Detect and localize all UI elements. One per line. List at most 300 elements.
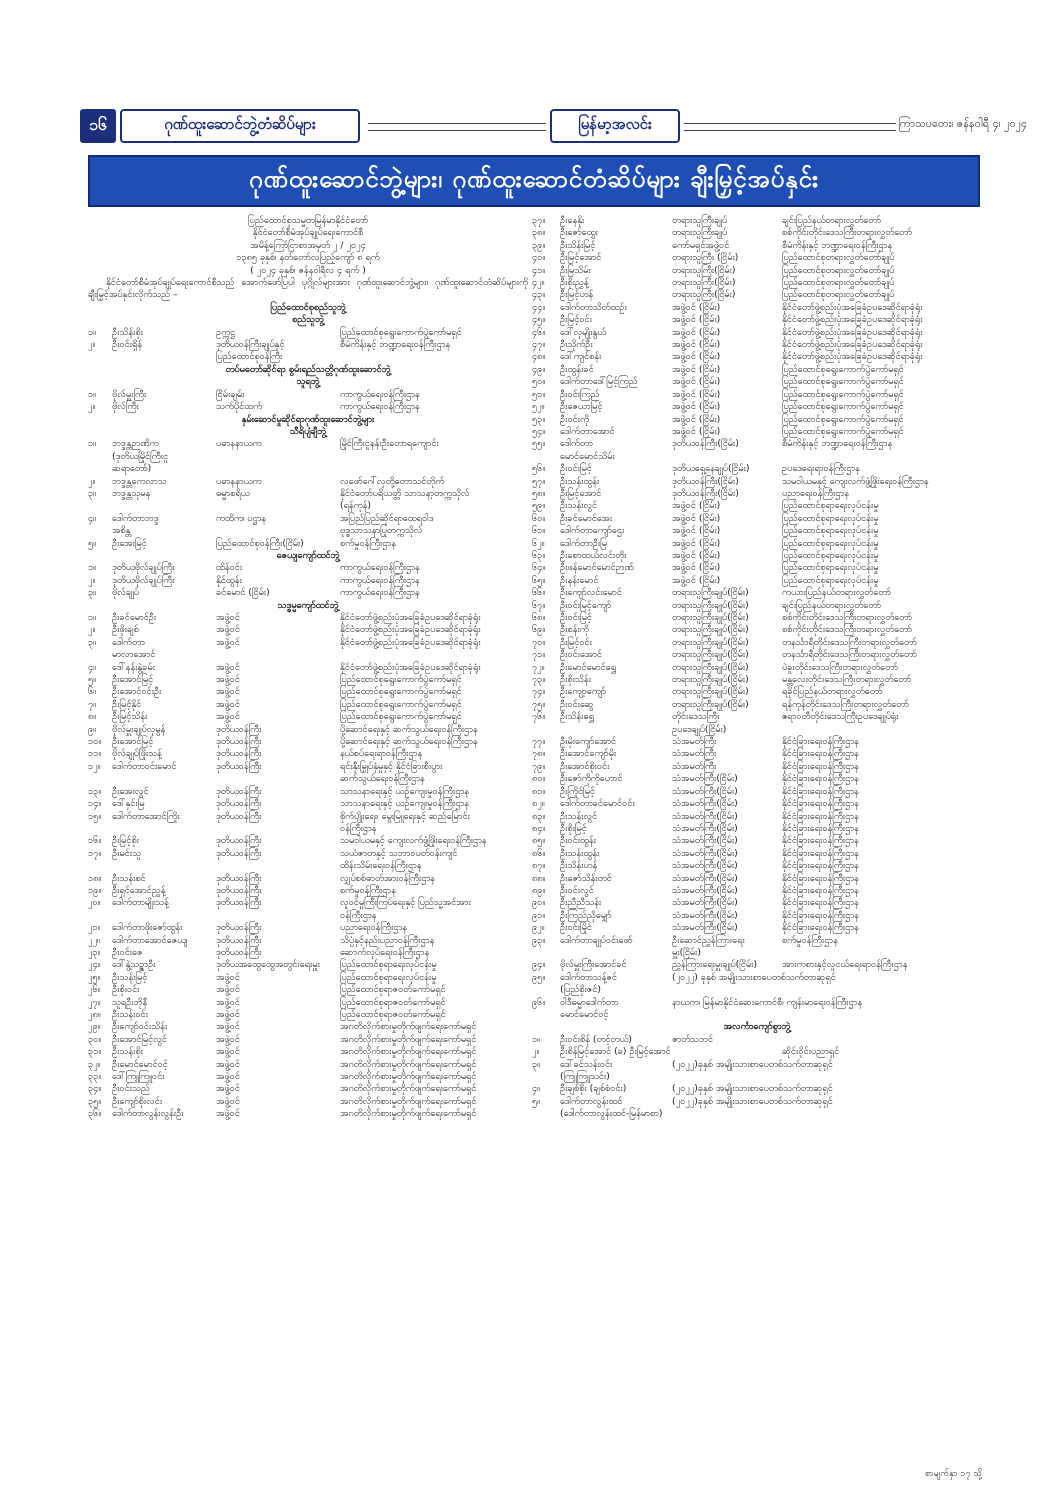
- list-item: [88, 500, 528, 512]
- recipient-name: ဦးဝင်းကြည်: [560, 388, 600, 400]
- recipient-name: ဒေါ်နန်းနွဲ့ခမ်း: [112, 661, 155, 673]
- recipient-unit: စက်မှုဝန်ကြီးဌာန: [340, 884, 396, 896]
- entry-number: ၉၁။: [532, 909, 546, 921]
- recipient-unit: နိုင်ငံခြားရေးဝန်ကြီးဌာန: [782, 835, 859, 847]
- recipient-unit: ဆက်သွယ်ရေးဝန်ကြီးဌာန: [340, 773, 425, 785]
- recipient-rank: ဒုတိယဝန်ကြီး: [216, 810, 262, 822]
- recipient-rank: အဖွဲ့ဝင် (ငြိမ်း): [672, 363, 721, 375]
- entry-number: ၁၇။: [88, 847, 102, 859]
- list-item: [88, 488, 528, 500]
- list-item: [532, 451, 982, 463]
- recipient-name: ဒေါက်တာမျိုးသန့်: [112, 897, 169, 909]
- recipient-rank: ကထိက၊ ပဋ္ဌာန: [216, 512, 266, 524]
- entry-number: ၁။: [88, 562, 96, 574]
- recipient-unit: ဆိုင်းဝိုင်းပညာရှင်: [782, 1046, 840, 1058]
- entry-number: ၈၂။: [532, 798, 545, 810]
- recipient-rank: အဖွဲ့ဝင် (ငြိမ်း): [672, 326, 721, 338]
- recipient-rank: အဖွဲ့ဝင် (ငြိမ်း): [672, 413, 721, 425]
- recipient-name: ဦးခင်မောင်အေး: [560, 512, 613, 524]
- recipient-unit: နယ်စပ်ရေးရာဝန်ကြီးဌာန: [340, 748, 423, 760]
- recipient-name: ဦးဝင်းမြိုင်: [560, 922, 592, 934]
- recipient-rank: အဖွဲ့ဝင် (ငြိမ်း): [672, 512, 721, 524]
- recipient-name: ဦးသိန်းဟန်: [560, 860, 598, 872]
- entry-number: ၇၃။: [532, 674, 546, 686]
- recipient-unit: နိုင်ငံတော်ဖွဲ့စည်းပုံအခြေခံဥပဒေဆိုင်ရာခုံရုံး: [782, 351, 923, 363]
- recipient-unit: ပညာရေးဝန်ကြီးဌာန: [340, 922, 407, 934]
- list-item: [532, 550, 982, 562]
- entry-number: ၃၈။: [532, 227, 546, 239]
- recipient-rank: တရားသူကြီးချုပ်(ငြိမ်း): [672, 686, 749, 698]
- entry-number: ၂။: [88, 339, 96, 351]
- recipient-rank: အဖွဲ့ဝင်: [216, 971, 240, 983]
- recipient-unit: ပြည်ထောင်စုရာရေးလုပ်ငန်းမှု: [340, 959, 437, 971]
- recipient-name: ဒေါက်တာ: [560, 438, 593, 450]
- list-item: [532, 252, 982, 264]
- entry-number: ၆၈။: [532, 612, 546, 623]
- recipient-rank: သံအမတ်ကြီး(ငြိမ်း): [672, 785, 738, 797]
- recipient-name: ဦးစိုးညွှန့်: [560, 277, 589, 289]
- recipient-rank: သံအမတ်ကြီး(ငြိမ်း): [672, 847, 738, 859]
- recipient-unit: သာသနာရေးနှင့် ယဉ်ကျေးမှုဝန်ကြီးဌာန: [340, 785, 469, 797]
- decree-line: နိုင်ငံတော်စီမံအုပ်ချုပ်ရေးကောင်စီ: [252, 227, 364, 239]
- recipient-unit: ပညာရေးဝန်ကြီးဌာန: [782, 487, 849, 499]
- recipient-rank: တရားသူကြီးချုပ်(ငြိမ်း): [672, 587, 749, 599]
- recipient-unit: နိုင်ငံခြားရေးဝန်ကြီးဌာန: [782, 847, 859, 859]
- entry-number: ၇၇။: [532, 736, 546, 748]
- entry-number: ၄၆။: [532, 326, 546, 338]
- recipient-rank: အဖွဲ့ဝင်: [216, 612, 240, 623]
- recipient-unit: ပြည်ထောင်စုတရားလွှတ်တော်ချုပ်: [782, 277, 895, 289]
- list-item: [532, 240, 982, 252]
- entry-number: ၇၄။: [532, 686, 546, 698]
- recipient-rank: သံအမတ်ကြီး(ငြိမ်း): [672, 798, 738, 810]
- recipient-rank: (၂၀၂၂)ခုနှစ် အမျိုးသားစာပေတစ်သက်တာဆုရှင်: [672, 1095, 833, 1107]
- recipient-name: ဦးမြင့်အောင်: [560, 252, 602, 264]
- recipient-name: ဒေါက်တာချုပ်ဝင်းဖော်: [560, 934, 633, 946]
- recipient-name: ဦးမိုးကျော်အောင်: [560, 736, 617, 748]
- entry-number: ၅၆။: [532, 463, 546, 475]
- list-item: [88, 587, 528, 599]
- entry-number: ၃၄။: [88, 1083, 102, 1095]
- entry-number: ၁။: [88, 388, 96, 400]
- entry-number: ၉၃။: [532, 934, 546, 946]
- award-list-right: [532, 215, 982, 1121]
- list-item: [532, 637, 982, 649]
- list-item: [532, 289, 982, 301]
- list-item: [532, 277, 982, 289]
- list-item: [532, 686, 982, 698]
- list-item: [532, 227, 982, 239]
- entry-number: ၂။: [88, 401, 96, 413]
- entry-number: ၂။: [88, 624, 96, 636]
- list-item: [88, 748, 528, 760]
- list-item: [532, 538, 982, 550]
- list-item: [532, 339, 982, 351]
- list-item: [88, 662, 528, 674]
- list-item: [532, 376, 982, 388]
- recipient-rank: တရားသူကြီးချုပ်(ငြိမ်း): [672, 649, 749, 661]
- entry-number: ၄၇။: [532, 339, 546, 351]
- entry-number: ၃။: [88, 587, 96, 599]
- entry-number: [88, 525, 112, 537]
- entry-number: ၄၅။: [532, 314, 546, 326]
- recipient-name: (ကြူကြူသင်း): [560, 1071, 610, 1083]
- recipient-rank: သံအမတ်ကြီး(ငြိမ်း): [672, 773, 738, 785]
- list-item: [532, 1034, 982, 1046]
- recipient-unit: [782, 984, 982, 996]
- recipient-name: ဦးမြင့်အောင်: [560, 487, 602, 499]
- recipient-rank: ဒုတိယဝန်ကြီး: [216, 748, 262, 760]
- recipient-unit: စစ်ကိုင်းတိုင်းဒေသကြီးတရားလွှတ်တော်: [782, 227, 912, 239]
- recipient-rank: တရားသူကြီးချုပ်(ငြိမ်း): [672, 661, 749, 673]
- list-item: [88, 897, 528, 909]
- page-header: [80, 103, 1028, 147]
- entry-number: [88, 463, 112, 475]
- recipient-name: ဗိုလ်ချုပ်ဖြိုးသန့်: [112, 748, 162, 760]
- recipient-unit: [782, 1059, 982, 1071]
- recipient-rank: တရားသူကြီး (ငြိမ်း): [672, 252, 739, 264]
- entry-number: ၈၅။: [532, 835, 546, 847]
- entry-number: ၂၈။: [88, 1009, 101, 1020]
- entry-number: ၄၀။: [532, 252, 546, 264]
- recipient-unit: မြိုင်ကြီးငူနန်းဦးတောရကျောင်း: [340, 438, 439, 450]
- recipient-name: ဗိုလ်မှူးကြီးအောင်ခင်: [560, 959, 627, 971]
- entry-number: ၅။: [88, 537, 96, 549]
- entry-number: ၉။: [88, 723, 96, 735]
- recipient-unit: [782, 1083, 982, 1095]
- recipient-unit: သယံဇာတနှင့် သဘာဝပတ်ဝန်းကျင်: [340, 847, 458, 859]
- recipient-name: ဦးသန်းစိုး: [112, 1046, 143, 1058]
- recipient-rank: အဖွဲ့ဝင်: [216, 674, 240, 686]
- decree-line: ( ၂၀၂၄ ခုနှစ်၊ ဇန်နဝါရီလ ၄ ရက် ): [250, 264, 366, 276]
- list-item: [532, 997, 982, 1009]
- recipient-rank: သံအမတ်ကြီး(ငြိမ်း): [672, 822, 738, 834]
- recipient-unit: ပြည်ထောင်စုရွေးကောက်ပွဲကော်မရှင်: [340, 674, 462, 686]
- recipient-unit: စစ်ကိုင်းတိုင်းဒေသကြီးတရားလွှတ်တော်: [782, 612, 912, 623]
- recipient-name: ဦးဝင်းမြင့်: [560, 463, 592, 475]
- entry-number: ၃။: [88, 487, 96, 499]
- list-item: [88, 674, 528, 686]
- article-banner: ဂုဏ်ထူးဆောင်ဘွဲ့များ၊ ဂုဏ်ထူးဆောင်တံဆိပ်များ ချီးမြှင့်အပ်နှင်း: [88, 155, 980, 207]
- list-item: [88, 351, 528, 363]
- entry-number: ၈၄။: [532, 822, 546, 834]
- list-item: [532, 773, 982, 785]
- recipient-unit: [782, 1108, 982, 1120]
- recipient-rank: အဖွဲ့ဝင် (ငြိမ်း): [672, 388, 721, 400]
- list-item: [532, 885, 982, 897]
- recipient-rank: သံအမတ်ကြီး(ငြိမ်း): [672, 835, 738, 847]
- recipient-name: ဦးစိုးသိန်း: [560, 674, 591, 686]
- list-item: [532, 1059, 982, 1071]
- entry-number: ၅၅။: [532, 438, 546, 450]
- recipient-name: ဝါဒီဓမ္မာဒေါက်တာ: [560, 996, 619, 1008]
- recipient-unit: သမဝါယမနှင့် ကျေးလက်ဖွံ့ဖြိုးရေးဝန်ကြီးဌာန: [782, 475, 929, 487]
- recipient-unit: နိုင်ငံခြားရေးဝန်ကြီးဌာန: [782, 798, 859, 810]
- recipient-rank: ဒုတိယဝန်ကြီး: [216, 872, 262, 884]
- list-item: [532, 438, 982, 450]
- recipient-rank: ဒုတိယဝန်ကြီး: [216, 922, 262, 934]
- entry-number: [88, 773, 112, 785]
- recipient-name: ဦးစိန်မြင့်အောင် (ခ) ဦးမြင့်အောင်: [560, 1046, 671, 1058]
- recipient-rank: အဖွဲ့ဝင်: [216, 686, 240, 698]
- recipient-rank: [216, 463, 340, 475]
- recipient-unit: ရခိုင်ပြည်နယ်တရားလွှတ်တော်: [782, 686, 883, 698]
- header-divider-right: [684, 123, 896, 131]
- recipient-name: ဒေါက်တာဦးမြ: [560, 537, 607, 549]
- recipient-unit: နိုင်ငံတော်ပရိယတ္တိ သာသနာ့တက္ကသိုလ်: [340, 487, 470, 499]
- list-item: [88, 451, 528, 463]
- recipient-name: သူရဦးဘိုနီ: [112, 996, 148, 1008]
- list-item: [88, 538, 528, 550]
- list-item: [532, 612, 982, 624]
- recipient-name: ဗိုလ်မှူးကြီး: [112, 388, 147, 400]
- list-item: [88, 711, 528, 723]
- list-item: [532, 823, 982, 835]
- entry-number: [88, 500, 112, 512]
- recipient-rank: အဖွဲ့ဝင်: [216, 1095, 240, 1107]
- recipient-name: ဦးကျော်စိုးလင်း: [112, 1095, 163, 1107]
- recipient-rank: အဖွဲ့ဝင်: [216, 1021, 240, 1033]
- entry-number: ၃၉။: [532, 239, 546, 251]
- recipient-name: ဒေါက်တာလွန်းထင်: [560, 1095, 623, 1107]
- recipient-unit: ပြည်ထောင်စုရာဇဝတ်ကော်မရှင်: [340, 984, 446, 996]
- recipient-name: (ဒုတိယမြိုင်ကြီးငူ: [112, 450, 169, 462]
- list-item: [532, 562, 982, 574]
- right-column: [532, 215, 982, 1121]
- entry-number: ၇။: [88, 698, 96, 710]
- recipient-rank: ငြိမ်းချမ်း: [216, 388, 245, 400]
- list-item: [532, 389, 982, 401]
- list-item: [532, 724, 982, 736]
- recipient-unit: နိုင်ငံခြားရေးဝန်ကြီးဌာန: [782, 922, 859, 934]
- recipient-unit: လူဝင်မှုကြီးကြပ်ရေးနှင့် ပြည်သူ့အင်အား: [340, 897, 471, 909]
- recipient-rank: [216, 910, 340, 922]
- entry-number: ၆၅။: [532, 574, 546, 586]
- recipient-rank: နိုင်ထွန်း: [216, 574, 242, 586]
- recipient-unit: ပြည်ထောင်စုရွေးကောက်ပွဲကော်မရှင်: [782, 425, 904, 437]
- recipient-unit: ပြည်ထောင်စုရွေးကောက်ပွဲကော်မရှင်: [782, 401, 904, 413]
- recipient-name: ဦးအောင်မြင့်: [112, 674, 154, 686]
- entry-number: ၁။: [532, 1033, 540, 1045]
- recipient-name: ဦးမြင့်ဝင်း: [560, 636, 592, 648]
- recipient-rank: အဖွဲ့ဝင်: [216, 661, 240, 673]
- recipient-rank: တရားသူကြီးချုပ်(ငြိမ်း): [672, 636, 749, 648]
- list-item: [88, 835, 528, 847]
- list-item: [88, 562, 528, 574]
- entry-number: [532, 1108, 560, 1120]
- entry-number: ၅၂။: [532, 401, 545, 413]
- recipient-name: ဘဒ္ဒန္တဉာဏိက: [112, 438, 159, 450]
- entry-number: ၇၆။: [532, 711, 546, 723]
- recipient-name: ဦးဝင်းကို: [560, 413, 590, 425]
- recipient-rank: အဖွဲ့ဝင် (ငြိမ်း): [672, 401, 721, 413]
- recipient-name: ဒေါက်တာလွန်းလွန်းဦး: [112, 1108, 184, 1120]
- list-item: [88, 736, 528, 748]
- recipient-unit: ဥပဒေရေးရာဝန်ကြီးဌာန: [782, 463, 860, 475]
- recipient-unit: [782, 972, 982, 984]
- entry-number: [532, 1071, 560, 1083]
- recipient-unit: ကာကွယ်ရေးဝန်ကြီးဌာန: [340, 388, 420, 400]
- recipient-unit: ကယားပြည်နယ်တရားလွှတ်တော်: [782, 587, 891, 599]
- list-item: [88, 1034, 528, 1046]
- recipient-rank: တရားသူကြီးချုပ်(ငြိမ်း): [672, 599, 749, 611]
- recipient-rank: ဒုတိယအထွေထွေအတွင်းရေးမှူး: [216, 959, 320, 971]
- list-item: [88, 1059, 528, 1071]
- recipient-rank: အဖွဲ့ဝင် (ငြိမ်း): [672, 500, 721, 512]
- entry-number: ၃၁။: [88, 1046, 102, 1058]
- list-item: [88, 339, 528, 351]
- recipient-unit: ပြည်ထောင်စုရာရေးလုပ်ငန်းမှု: [340, 971, 437, 983]
- recipient-rank: ဒုတိယဝန်ကြီး: [216, 946, 262, 958]
- recipient-unit: အားကစားနှင့်လူငယ်ရေးရာဝန်ကြီးဌာန: [782, 959, 908, 971]
- recipient-name: ဦးထွန်းခင်: [560, 363, 594, 375]
- entry-number: ၉၂။: [532, 922, 545, 934]
- entry-number: ၅၁။: [532, 388, 546, 400]
- entry-number: ၆၄။: [532, 562, 546, 574]
- list-item: [88, 575, 528, 587]
- list-item: [88, 1083, 528, 1095]
- entry-number: ၄၂။: [532, 277, 545, 289]
- list-item: [88, 699, 528, 711]
- recipient-unit: နိုင်ငံခြားရေးဝန်ကြီးဌာန: [782, 736, 859, 748]
- entry-number: ၁။: [88, 612, 96, 623]
- list-item: [532, 500, 982, 512]
- entry-number: ၇၅။: [532, 698, 546, 710]
- recipient-rank: ဒုတိယဝန်ကြီး: [216, 897, 262, 909]
- decree-line: အမိန့်ကြော်ငြာစာအမှတ် ၂ / ၂၀၂၄: [250, 239, 366, 251]
- recipient-unit: ပြည်ထောင်စုတရားလွှတ်တော်ချုပ်: [782, 264, 895, 276]
- recipient-name: ဒုတိယဗိုလ်ချုပ်ကြီး: [112, 574, 175, 586]
- recipient-rank: ဒုတိယဝန်ကြီးချုပ်နှင့်: [216, 339, 285, 351]
- recipient-unit: [782, 1009, 982, 1021]
- recipient-unit: စီမံကိန်းနှင့် ဘဏ္ဍာရေးဝန်ကြီးဌာန: [340, 339, 451, 351]
- entry-number: ၉၄။: [532, 959, 546, 971]
- recipient-rank: ဒုတိယဝန်ကြီး: [216, 847, 262, 859]
- award-title: သဒ္ဓမ္မကျော်ထင်ဘွဲ့: [277, 599, 339, 611]
- newspaper-masthead: မြန်မာ့အလင်း: [550, 109, 680, 143]
- recipient-unit: ကာကွယ်ရေးဝန်ကြီးဌာန: [340, 587, 420, 599]
- recipient-rank: သံအမတ်ကြီး(ငြိမ်း): [672, 884, 738, 896]
- list-item: [532, 786, 982, 798]
- entry-number: ၄၃။: [532, 289, 546, 301]
- list-item: [88, 612, 528, 624]
- list-item: [532, 748, 982, 760]
- entry-number: ၃၆။: [88, 1108, 102, 1120]
- recipient-name: ဦးဝင်းသည်: [112, 1083, 150, 1095]
- recipient-unit: ပြည်ထောင်စုတရားလွှတ်တော်ချုပ်: [782, 252, 895, 264]
- recipient-name: ဦးသန်းမြင့်: [112, 971, 148, 983]
- list-item: [88, 1071, 528, 1083]
- recipient-name: ဦးအောင်စိုးဝင်း: [560, 760, 610, 772]
- entry-number: ၁၆။: [88, 835, 102, 847]
- recipient-name: အစိန္တ: [112, 525, 131, 537]
- entry-number: ၃။: [88, 636, 96, 648]
- list-item: [88, 1021, 528, 1033]
- entry-number: ၁၂။: [88, 760, 101, 772]
- recipient-name: ဦးမြသိမ်း: [560, 264, 591, 276]
- recipient-rank: ကော်မရှင်အဖွဲ့ဝင်: [672, 239, 730, 251]
- recipient-unit: နိုင်ငံတော်ဖွဲ့စည်းပုံအခြေခံဥပဒေဆိုင်ရာခုံရုံး: [782, 314, 923, 326]
- recipient-unit: နိုင်ငံခြားရေးဝန်ကြီးဌာန: [782, 748, 859, 760]
- recipient-rank: ဥပဒေချုပ်(ငြိမ်း): [672, 723, 727, 735]
- recipient-unit: စက်မှုဝန်ကြီးဌာန: [782, 934, 838, 946]
- recipient-rank: အဖွဲ့ဝင် (ငြိမ်း): [672, 525, 721, 537]
- entry-number: ၄၉။: [532, 363, 546, 375]
- recipient-rank: သံအမတ်ကြီး(ငြိမ်း): [672, 810, 738, 822]
- list-item: [88, 885, 528, 897]
- list-item: [532, 984, 982, 996]
- recipient-unit: ပဲခူးတိုင်းဒေသကြီးတရားလွှတ်တော်: [782, 661, 898, 673]
- recipient-rank: အဖွဲ့ဝင် (ငြိမ်း): [672, 301, 721, 313]
- list-item: [532, 463, 982, 475]
- recipient-rank: ဒုတိယရှေ့နေချုပ်(ငြိမ်း): [672, 463, 750, 475]
- recipient-rank: ဒုတိယဝန်ကြီး: [216, 723, 262, 735]
- list-item: [88, 935, 528, 947]
- entry-number: [88, 451, 112, 463]
- list-item: [88, 1009, 528, 1021]
- recipient-name: ဦးသန်းထွန်း: [560, 475, 600, 487]
- recipient-unit: နိုင်ငံခြားရေးဝန်ကြီးဌာန: [782, 909, 859, 921]
- recipient-rank: တရားသူကြီးချုပ်(ငြိမ်း): [672, 612, 749, 623]
- recipient-rank: ဒုတိယဝန်ကြီး: [216, 736, 262, 748]
- recipient-name: ဦးဝင်းမြင့်ကျော်: [560, 599, 612, 611]
- recipient-unit: နိုင်ငံခြားရေးဝန်ကြီးဌာန: [782, 860, 859, 872]
- recipient-name: ဦးသန်းလွင်: [560, 500, 598, 512]
- recipient-name: ဒေါက်တာအောင်ကြိုး: [112, 810, 180, 822]
- entry-number: ၃၀။: [88, 1033, 102, 1045]
- recipient-name: ဗိုလ်ချုပ်: [112, 587, 140, 599]
- recipient-rank: အဖွဲ့ဝင် (ငြိမ်း): [672, 549, 721, 561]
- entry-number: ၆၆။: [532, 587, 546, 599]
- entry-number: ၉၅။: [532, 971, 546, 983]
- list-item: [532, 736, 982, 748]
- recipient-name: ဦးဇော်ကိုကိုဟောင်: [560, 773, 623, 785]
- entry-number: ၉၆။: [532, 996, 546, 1008]
- list-item: [532, 835, 982, 847]
- list-item: [88, 959, 528, 971]
- recipient-name: ဒေါ်ခင်သန်းဝင်း: [560, 1058, 613, 1070]
- list-item: [88, 910, 528, 922]
- recipient-rank: အဖွဲ့ဝင်: [216, 984, 240, 996]
- recipient-name: ဦးကျော်လင်းမောင်: [560, 587, 622, 599]
- recipient-rank: ဇာတ်သဘင်: [672, 1033, 714, 1045]
- recipient-rank: အဖွဲ့ဝင် (ငြိမ်း): [672, 314, 721, 326]
- recipient-name: ဦးကျော့ကျော်: [560, 686, 606, 698]
- list-item: [532, 587, 982, 599]
- recipient-name: ဦးမြင့်နိုင်: [112, 698, 142, 710]
- recipient-rank: [216, 649, 340, 661]
- recipient-unit: ပြည်ထောင်စုရာရေးလုပ်ငန်းမှု: [782, 562, 879, 574]
- recipient-unit: နိုင်ငံတော်ဖွဲ့စည်းပုံအခြေခံဥပဒေဆိုင်ရာခုံရုံး: [782, 326, 923, 338]
- recipient-name: ဦးရှင်အောင်ညွှန့်: [112, 884, 166, 896]
- page-number: ၁၆: [80, 109, 116, 143]
- decree-line: ပြည်ထောင်စုသမ္မတမြန်မာနိုင်ငံတော်: [248, 215, 368, 226]
- recipient-rank: အဖွဲ့ဝင်: [216, 1058, 240, 1070]
- entry-number: ၆၂။: [532, 537, 545, 549]
- list-item: [532, 600, 982, 612]
- recipient-unit: စက်မှုဝန်ကြီးဌာန: [340, 537, 396, 549]
- list-item: [88, 786, 528, 798]
- recipient-rank: ဒုတိယဝန်ကြီး(ငြိမ်း): [672, 438, 739, 450]
- recipient-unit: ပြည်ထောင်စုရွေးကောက်ပွဲကော်မရှင်: [340, 686, 462, 698]
- recipient-unit: နိုင်ငံတော်ဖွဲ့စည်းပုံအခြေခံဥပဒေဆိုင်ရာခုံရုံး: [340, 624, 481, 636]
- list-item: [532, 897, 982, 909]
- recipient-rank: [216, 823, 340, 835]
- recipient-name: ဦးကြည်ညိုမျှော်: [560, 909, 612, 921]
- entry-number: [88, 649, 112, 661]
- recipient-name: [560, 947, 672, 959]
- entry-number: [532, 1009, 560, 1021]
